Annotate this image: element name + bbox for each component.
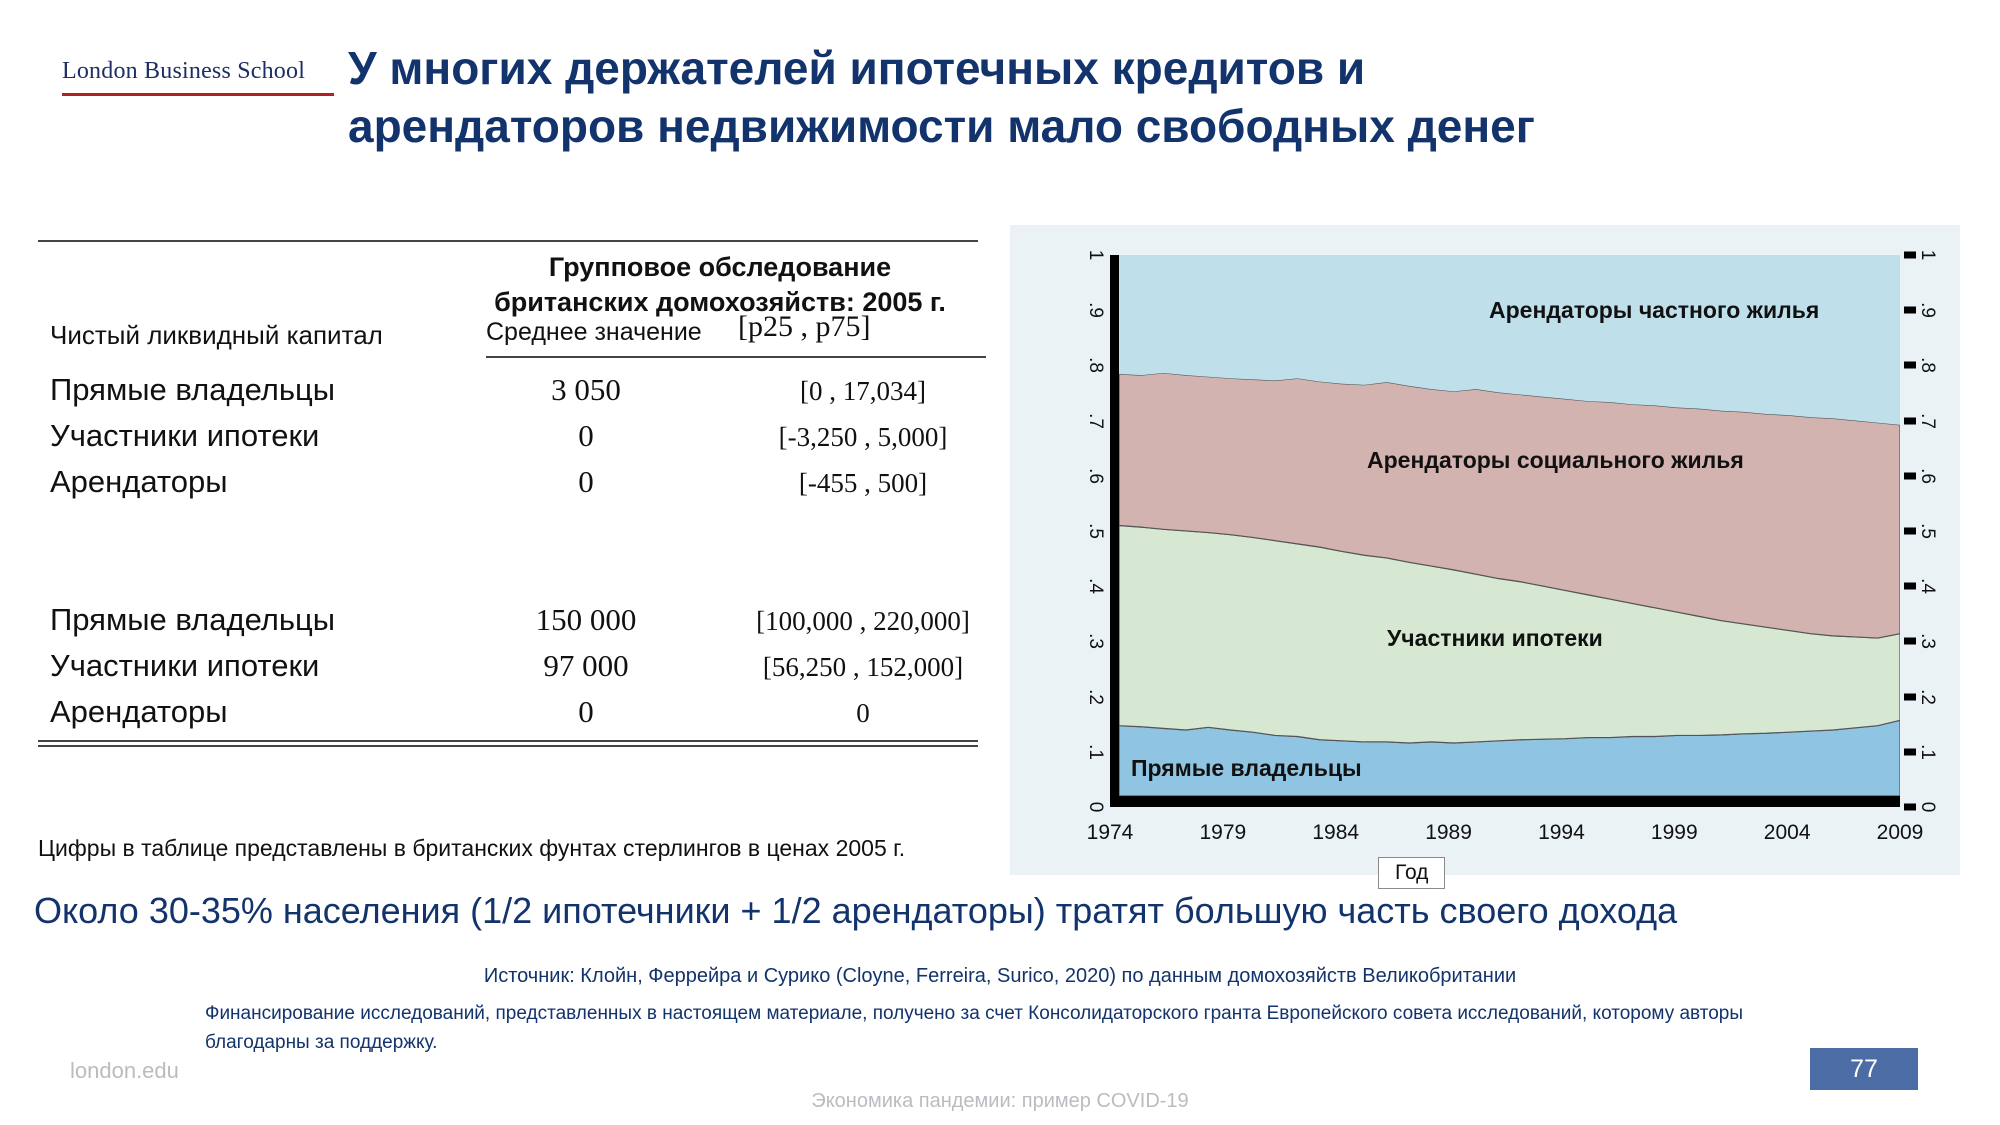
y-tick-label: .1 bbox=[1917, 743, 1938, 760]
y-tick-label: 1 bbox=[1085, 249, 1106, 261]
y-tick-mark bbox=[1904, 804, 1916, 811]
y-tick-label: .4 bbox=[1917, 578, 1938, 595]
y-tick-label: .5 bbox=[1085, 523, 1106, 539]
y-tick-mark bbox=[1904, 307, 1916, 314]
y-tick-mark bbox=[1904, 362, 1916, 369]
plot-area bbox=[1110, 255, 1900, 807]
page-title bbox=[348, 40, 1948, 155]
row-mean: 0 bbox=[578, 418, 594, 453]
table-col-percentile-header: [p25 , p75] bbox=[738, 310, 871, 343]
stacked-area-svg bbox=[1119, 255, 1900, 796]
table-subrule bbox=[486, 356, 986, 358]
y-tick-mark bbox=[1904, 417, 1916, 424]
table-col-mean-header: Среднее значение bbox=[486, 318, 702, 346]
x-tick-label: 1989 bbox=[1425, 821, 1472, 844]
x-tick-label: 2004 bbox=[1763, 821, 1811, 844]
row-mean: 0 bbox=[578, 464, 594, 499]
table-body-block1 bbox=[38, 372, 1008, 510]
table-group-title-line2: британских домохозяйств: 2005 г. bbox=[494, 287, 946, 318]
table-row bbox=[38, 464, 1008, 510]
table-rule-bottom2 bbox=[38, 745, 978, 747]
y-tick-label: 0 bbox=[1917, 801, 1938, 813]
y-tick-label: .9 bbox=[1917, 302, 1938, 319]
row-label: Прямые владельцы bbox=[50, 602, 336, 637]
table-header bbox=[38, 242, 1008, 354]
row-label: Прямые владельцы bbox=[50, 372, 336, 407]
y-tick-mark bbox=[1904, 528, 1916, 535]
row-range: 0 bbox=[856, 698, 870, 728]
page-number-badge: 77 bbox=[1810, 1048, 1918, 1090]
y-tick-label: .7 bbox=[1085, 412, 1106, 429]
y-axis-left bbox=[1068, 249, 1108, 813]
y-tick-label: .8 bbox=[1085, 357, 1106, 374]
row-label: Арендаторы bbox=[50, 694, 228, 729]
y-tick-label: .3 bbox=[1917, 633, 1938, 650]
x-tick-label: 1984 bbox=[1312, 821, 1360, 844]
table-body-block2 bbox=[38, 602, 1008, 740]
row-mean: 0 bbox=[578, 694, 594, 729]
y-tick-label: .6 bbox=[1085, 467, 1106, 484]
table-row bbox=[38, 418, 1008, 464]
y-tick-label: 1 bbox=[1917, 249, 1938, 261]
source-note: Источник: Клойн, Феррейра и Сурико (Cloyne, Ferreira, Surico, 2020) по данным домохозяйств Великобритании bbox=[483, 965, 1517, 987]
row-range: [100,000 , 220,000] bbox=[756, 606, 970, 636]
y-tick-label: .3 bbox=[1085, 633, 1106, 650]
y-tick-mark bbox=[1904, 583, 1916, 590]
page-title-line1: У многих держателей ипотечных кредитов и bbox=[348, 42, 1366, 94]
y-tick-label: .2 bbox=[1917, 688, 1938, 705]
logo bbox=[62, 58, 342, 96]
table-row bbox=[38, 694, 1008, 740]
y-tick-label: .5 bbox=[1917, 523, 1938, 539]
table-rule-bottom bbox=[38, 740, 978, 742]
logo-underline bbox=[62, 93, 334, 96]
series-label-outright-owners: Прямые владельцы bbox=[1131, 755, 1362, 781]
row-range: [56,250 , 152,000] bbox=[762, 652, 964, 682]
series-label-private-renters: Арендаторы частного жилья bbox=[1489, 297, 1820, 323]
table-group-title bbox=[490, 250, 950, 320]
y-tick-mark bbox=[1904, 748, 1916, 755]
chart-panel bbox=[1010, 225, 1960, 884]
row-mean: 3 050 bbox=[551, 372, 621, 407]
table-row bbox=[38, 602, 1008, 648]
y-axis-right bbox=[1904, 249, 1944, 813]
y-tick-label: .9 bbox=[1085, 302, 1106, 319]
series-label-social-renters: Арендаторы социального жилья bbox=[1367, 447, 1744, 473]
survey-table bbox=[38, 240, 1008, 747]
x-tick-label: 1974 bbox=[1086, 821, 1134, 844]
x-tick-label: 1979 bbox=[1199, 821, 1247, 844]
london-edu-link[interactable]: london.edu bbox=[70, 1058, 179, 1083]
y-tick-label: .4 bbox=[1085, 578, 1106, 595]
y-tick-mark bbox=[1904, 638, 1916, 645]
x-tick-label: 1999 bbox=[1650, 821, 1698, 844]
series-label-mortgagors: Участники ипотеки bbox=[1387, 625, 1603, 651]
row-range: [-455 , 500] bbox=[798, 468, 928, 498]
y-tick-mark bbox=[1904, 252, 1916, 259]
funding-note: Финансирование исследований, представленных в настоящем материале, получено за счет Консолидаторского гранта Европейского совета исследований, которому авторы благодарны за поддержку. bbox=[205, 1003, 1743, 1053]
summary-headline: Около 30-35% населения (1/2 ипотечники + 1/2 арендаторы) тратят большую часть своего дохода bbox=[34, 890, 1678, 931]
row-label: Участники ипотеки bbox=[50, 418, 320, 453]
row-range: [-3,250 , 5,000] bbox=[778, 422, 948, 452]
table-note: Цифры в таблице представлены в британских фунтах стерлингов в ценах 2005 г. bbox=[38, 835, 906, 861]
y-tick-label: 0 bbox=[1085, 801, 1106, 813]
y-tick-label: .1 bbox=[1085, 743, 1106, 760]
row-label: Арендаторы bbox=[50, 464, 228, 499]
table-row bbox=[38, 372, 1008, 418]
x-tick-label: 2009 bbox=[1876, 821, 1924, 844]
table-row-header-label: Чистый ликвидный капитал bbox=[50, 320, 383, 350]
y-tick-mark bbox=[1904, 472, 1916, 479]
x-axis-title: Год bbox=[1378, 857, 1445, 889]
page-title-line2: арендаторов недвижимости мало свободных денег bbox=[348, 99, 1535, 152]
y-tick-label: .8 bbox=[1917, 357, 1938, 374]
footer-subtitle: Экономика пандемии: пример COVID-19 bbox=[811, 1090, 1189, 1112]
y-tick-label: .2 bbox=[1085, 688, 1106, 705]
table-row bbox=[38, 648, 1008, 694]
row-range: [0 , 17,034] bbox=[800, 376, 926, 406]
x-axis-labels bbox=[1086, 821, 1924, 851]
y-tick-mark bbox=[1904, 693, 1916, 700]
y-tick-label: .6 bbox=[1917, 467, 1938, 484]
x-tick-label: 1994 bbox=[1538, 821, 1585, 844]
y-tick-label: .7 bbox=[1917, 412, 1938, 429]
table-group-title-line1: Групповое обследование bbox=[548, 252, 892, 282]
row-label: Участники ипотеки bbox=[50, 648, 320, 683]
chart bbox=[1048, 237, 1938, 884]
table-block-gap bbox=[38, 510, 1008, 584]
row-mean: 97 000 bbox=[543, 648, 629, 683]
logo-text: London Business School bbox=[62, 58, 306, 84]
row-mean: 150 000 bbox=[535, 602, 637, 637]
